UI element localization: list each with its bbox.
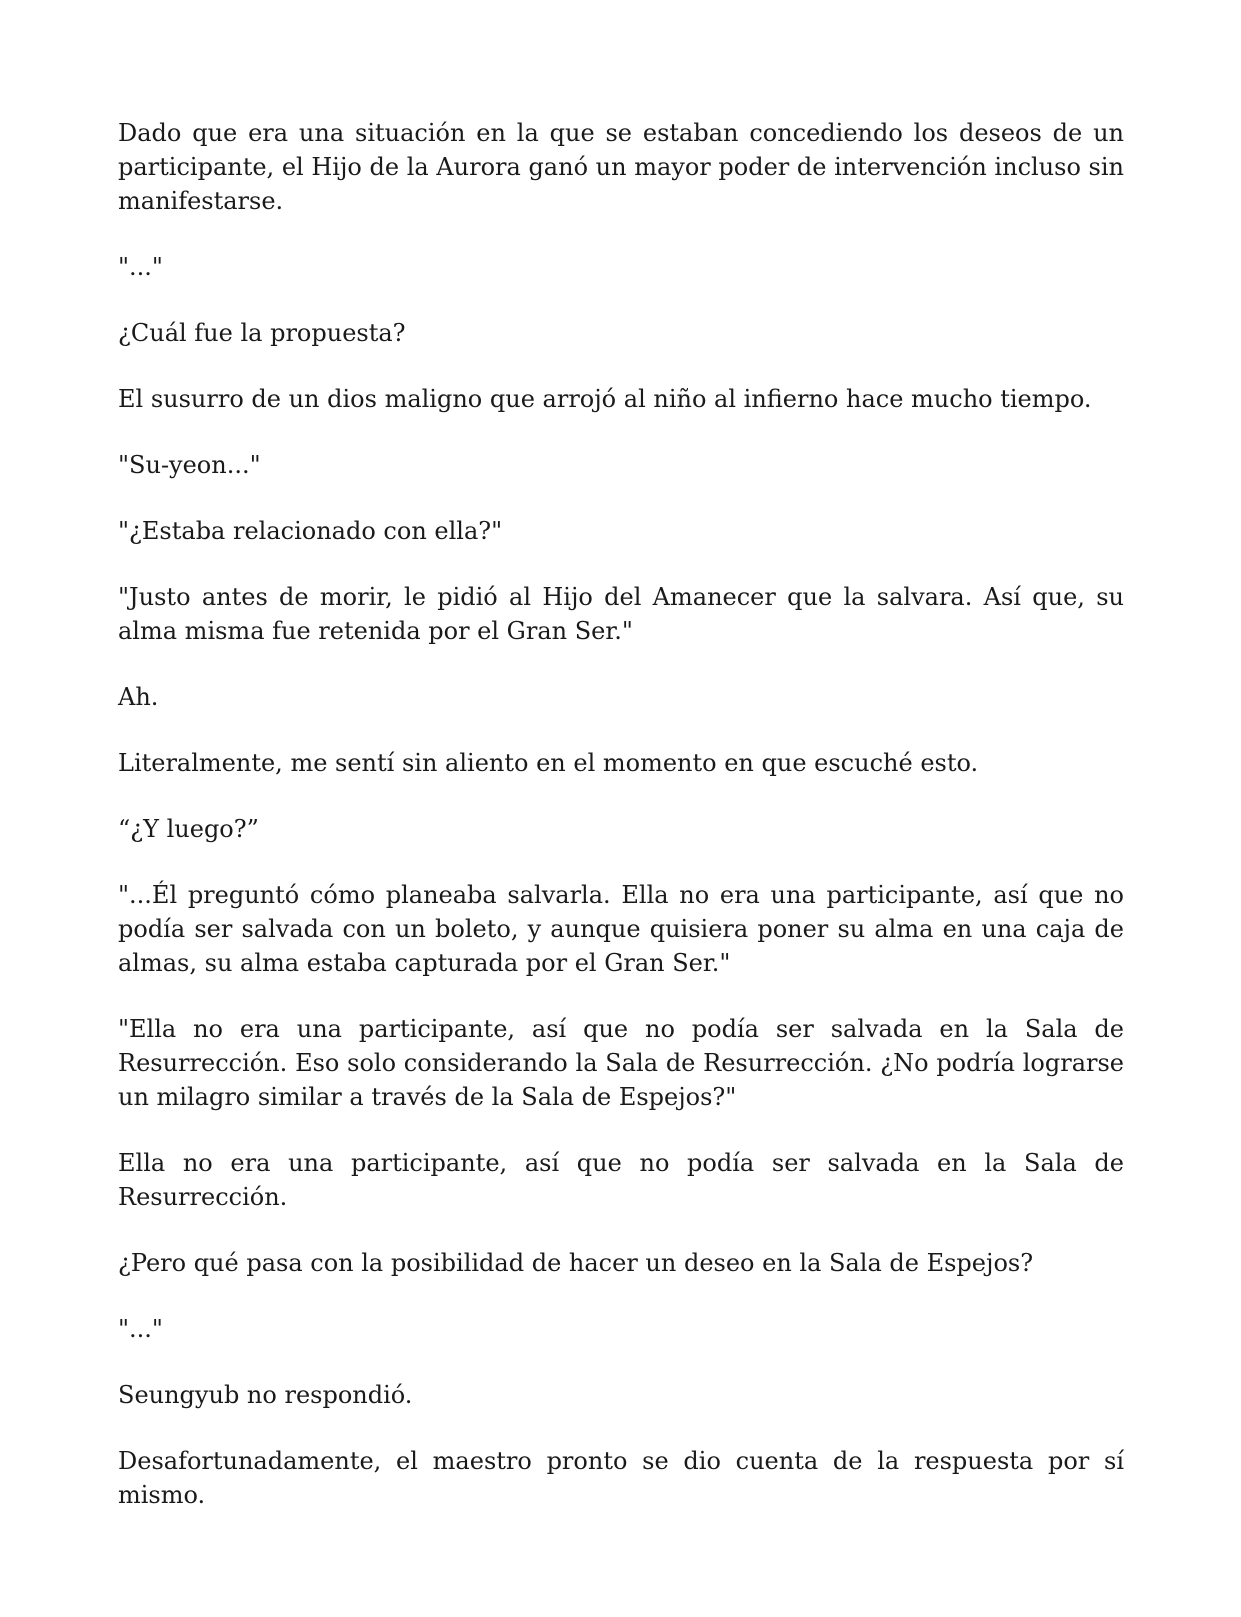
paragraph: "Su-yeon..." xyxy=(118,451,261,479)
document-body xyxy=(118,116,1124,1512)
paragraph: “¿Y luego?” xyxy=(118,815,259,843)
paragraph: Literalmente, me sentí sin aliento en el momento en que escuché esto. xyxy=(118,749,979,777)
paragraph: Seungyub no respondió. xyxy=(118,1381,413,1409)
paragraph: ¿Cuál fue la propuesta? xyxy=(118,319,406,347)
paragraph: "..." xyxy=(118,1315,163,1343)
paragraph: Ah. xyxy=(118,683,159,711)
paragraph: ¿Pero qué pasa con la posibilidad de hacer un deseo en la Sala de Espejos? xyxy=(118,1249,1034,1277)
paragraph: "...Él preguntó cómo planeaba salvarla. Ella no era una participante, así que no podía ser salvada con un boleto, y aunque quisiera poner su alma en una caja de almas, su alma estaba capturada por el Gran Ser." xyxy=(118,881,1124,977)
paragraph: "Ella no era una participante, así que no podía ser salvada en la Sala de Resurrección. Eso solo considerando la Sala de Resurrección. ¿No podría lograrse un milagro similar a través de la Sala de Espejos?" xyxy=(118,1015,1124,1111)
paragraph: El susurro de un dios maligno que arrojó al niño al infierno hace mucho tiempo. xyxy=(118,385,1092,413)
paragraph: "¿Estaba relacionado con ella?" xyxy=(118,517,503,545)
paragraph: Dado que era una situación en la que se estaban concediendo los deseos de un participante, el Hijo de la Aurora ganó un mayor poder de intervención incluso sin manifestarse. xyxy=(118,119,1124,215)
paragraph: Ella no era una participante, así que no podía ser salvada en la Sala de Resurrección. xyxy=(118,1149,1124,1211)
paragraph: "..." xyxy=(118,253,163,281)
paragraph: "Justo antes de morir, le pidió al Hijo del Amanecer que la salvara. Así que, su alma misma fue retenida por el Gran Ser." xyxy=(118,583,1124,645)
paragraph: Desafortunadamente, el maestro pronto se dio cuenta de la respuesta por sí mismo. xyxy=(118,1447,1124,1509)
